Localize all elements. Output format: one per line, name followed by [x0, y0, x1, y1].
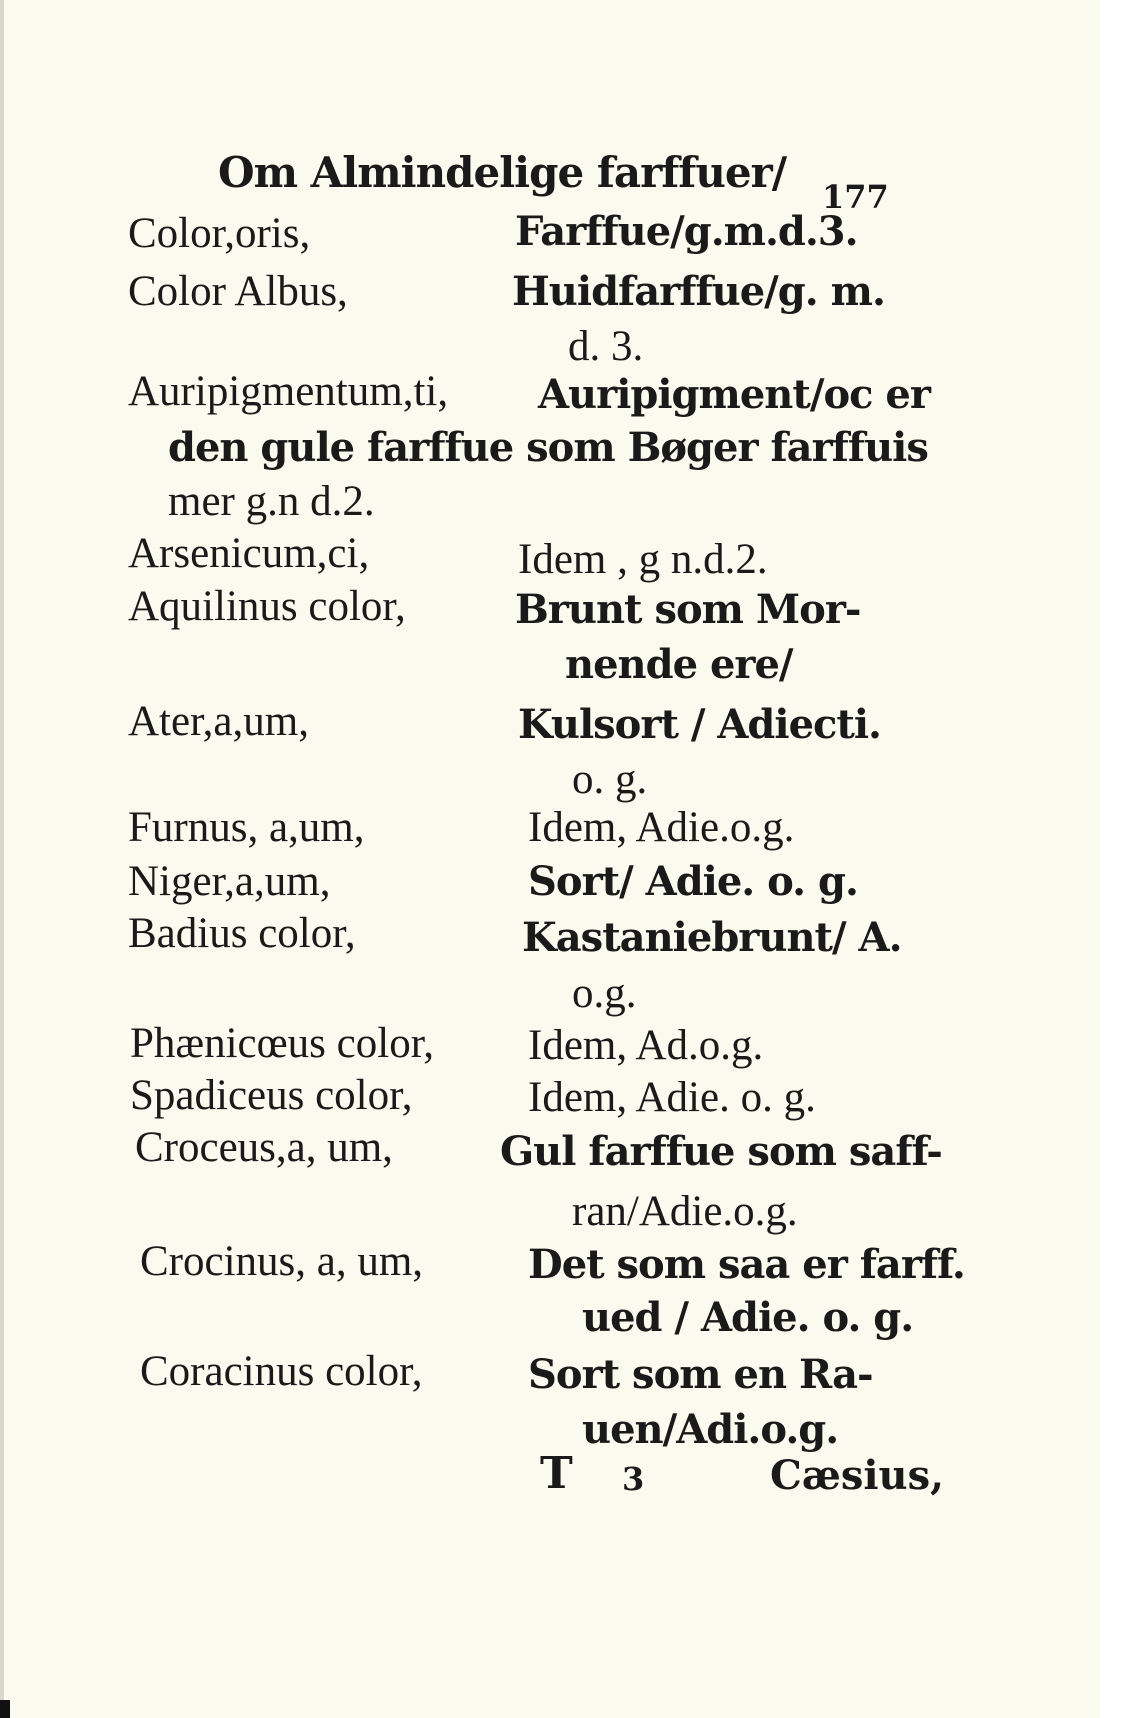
text-line: Niger,a,um,	[128, 858, 331, 905]
page-number: 177	[822, 178, 889, 216]
text-line: mer g.n d.2.	[168, 478, 375, 525]
text-line: Kastaniebrunt/ A.	[522, 914, 902, 961]
text-line: Crocinus, a, um,	[140, 1238, 424, 1285]
text-line: Color Albus,	[128, 268, 348, 315]
text-line: Croceus,a, um,	[135, 1124, 393, 1171]
text-line: Gul farffue som saff-	[500, 1128, 942, 1175]
text-line: Kulsort / Adiecti.	[518, 701, 881, 748]
text-line: d. 3.	[568, 323, 644, 370]
text-line: Aquilinus color,	[128, 583, 406, 630]
text-line: Ater,a,um,	[128, 698, 309, 745]
text-line: Color,oris,	[128, 210, 311, 257]
text-line: Badius color,	[128, 910, 356, 957]
text-line: ued / Adie. o. g.	[582, 1294, 914, 1341]
signature-number: 3	[622, 1460, 645, 1498]
text-line: Det som saa er farff.	[528, 1241, 965, 1288]
text-line: Idem, Ad.o.g.	[528, 1022, 764, 1069]
text-line: Idem, Adie.o.g.	[528, 804, 795, 851]
running-header: Om Almindelige farffuer/	[218, 148, 787, 197]
catchword: Cæsius,	[770, 1452, 945, 1499]
text-line: Sort/ Adie. o. g.	[528, 858, 858, 905]
text-line: Phænicœus color,	[130, 1020, 435, 1067]
text-line: Farffue/g.m.d.3.	[515, 208, 858, 255]
text-line: uen/Adi.o.g.	[582, 1406, 839, 1453]
text-line: Furnus, a,um,	[128, 804, 365, 851]
text-line: o.g.	[572, 970, 637, 1017]
signature-mark: T	[540, 1448, 573, 1499]
text-line: den gule farffue som Bøger farffuis	[168, 424, 928, 471]
text-line: Brunt som Mor-	[515, 586, 861, 633]
text-line: Coracinus color,	[140, 1348, 423, 1395]
text-line: Spadiceus color,	[130, 1072, 413, 1119]
text-line: Sort som en Ra-	[528, 1351, 873, 1398]
text-line: ran/Adie.o.g.	[572, 1188, 798, 1235]
text-line: Huidfarffue/g. m.	[512, 268, 885, 315]
text-line: Idem , g n.d.2.	[518, 536, 768, 583]
text-line: Auripigmentum,ti,	[128, 368, 449, 415]
text-line: Idem, Adie. o. g.	[528, 1074, 816, 1121]
text-line: Arsenicum,ci,	[128, 530, 370, 577]
text-line: o. g.	[572, 756, 648, 803]
text-line: Auripigment/oc er	[538, 371, 930, 418]
text-line: nende ere/	[565, 641, 793, 688]
